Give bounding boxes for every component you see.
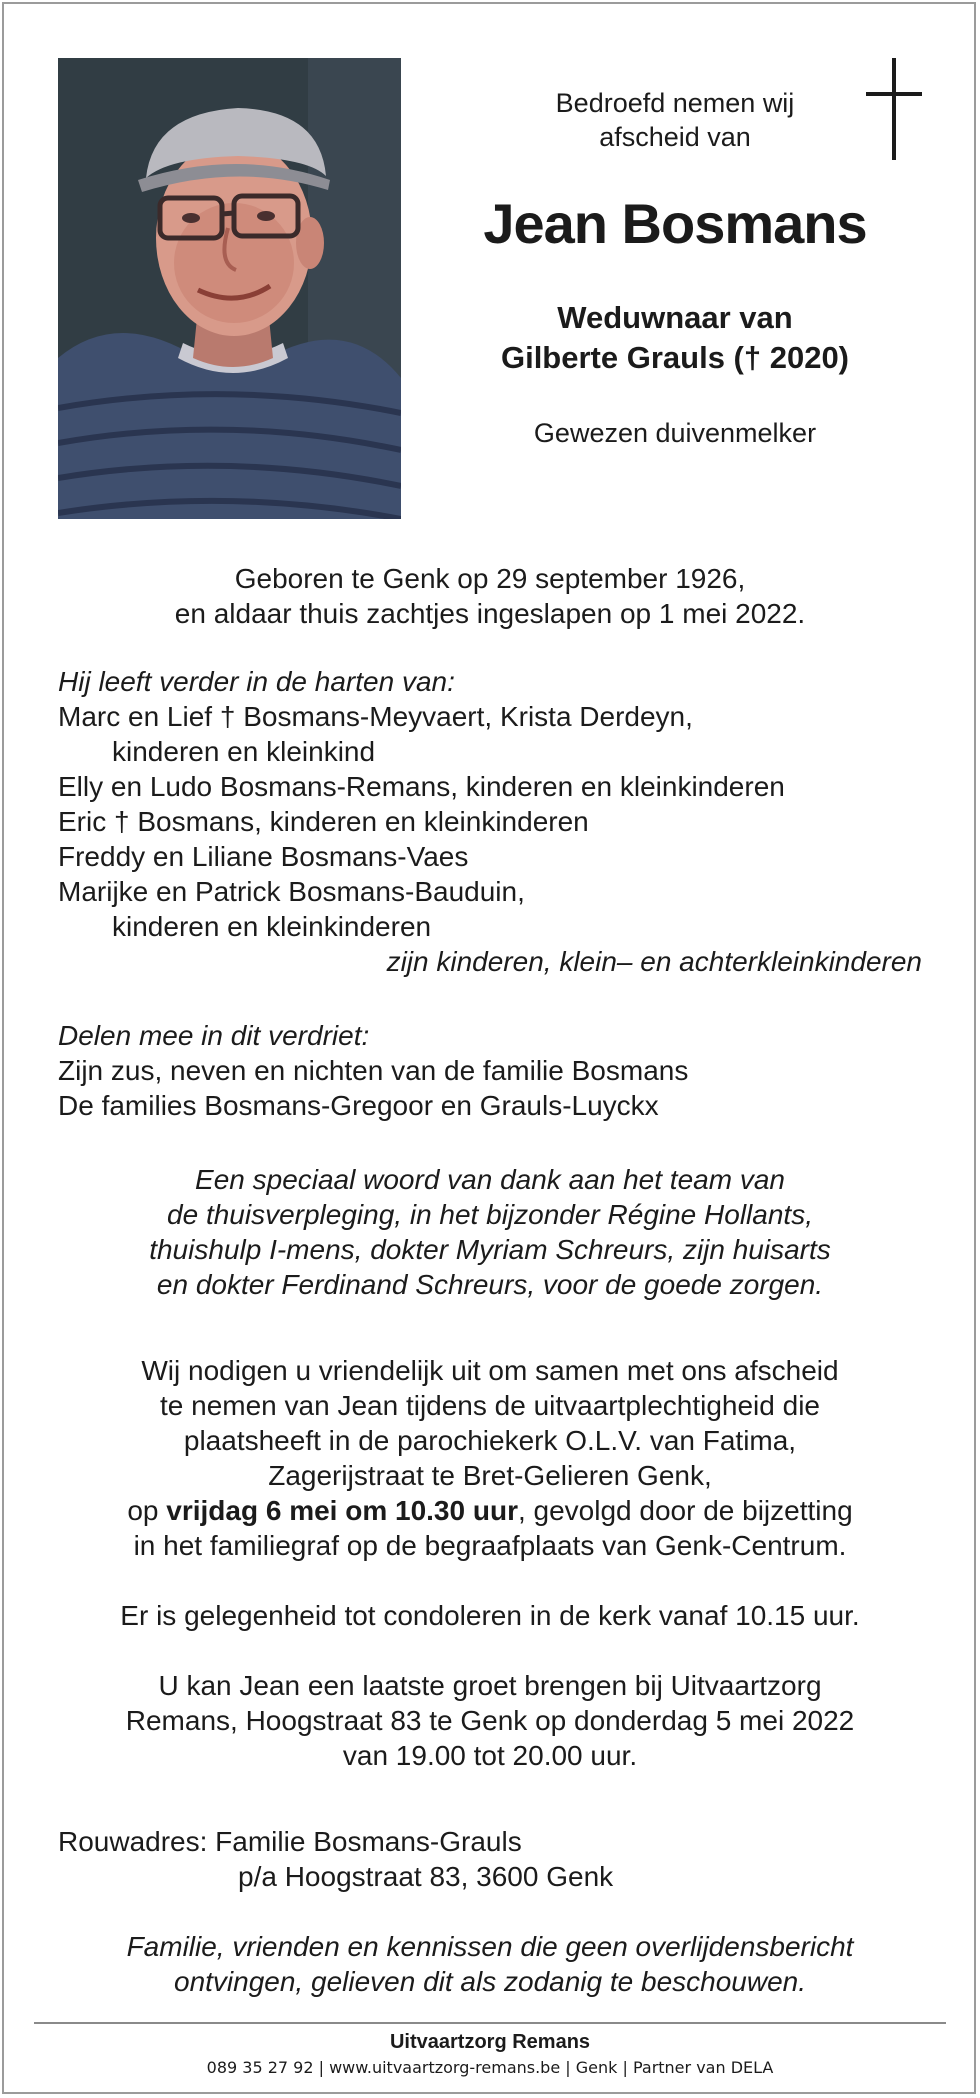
visit-line: Remans, Hoogstraat 83 te Genk op donderdag 5 mei 2022	[125, 1705, 855, 1736]
mourning-address	[58, 1824, 922, 1894]
widow-text	[440, 298, 910, 378]
share-section	[58, 1018, 922, 1123]
born-line-1: Geboren te Genk op 29 september 1926,	[234, 563, 746, 594]
footer-info: 089 35 27 92 | www.uitvaartzorg-remans.be | Genk | Partner van DELA	[206, 2058, 774, 2077]
family-line: kinderen en kleinkind	[112, 736, 376, 767]
thanks-line: Een speciaal woord van dank aan het team van	[195, 1164, 785, 1195]
invite-line: Wij nodigen u vriendelijk uit om samen met ons afscheid	[141, 1355, 839, 1386]
invite-line: Zagerijstraat te Bret-Gelieren Genk,	[268, 1460, 712, 1491]
intro-text	[440, 86, 910, 154]
visit-section	[58, 1668, 922, 1773]
family-line: Elly en Ludo Bosmans-Remans, kinderen en kleinkinderen	[58, 771, 785, 802]
invite-date-prefix: op	[127, 1495, 167, 1526]
invite-date: vrijdag 6 mei om 10.30 uur	[166, 1495, 518, 1526]
address-line-2: p/a Hoogstraat 83, 3600 Genk	[238, 1861, 614, 1892]
intro-line-1: Bedroefd nemen wij	[555, 88, 795, 118]
invite-section	[58, 1353, 922, 1563]
condolence-text: Er is gelegenheid tot condoleren in de kerk vanaf 10.15 uur.	[120, 1600, 860, 1631]
invite-date-suffix: , gevolgd door de bijzetting	[517, 1495, 853, 1526]
born-line-2: en aldaar thuis zachtjes ingeslapen op 1 mei 2022.	[174, 598, 806, 629]
widow-line-2: Gilberte Grauls († 2020)	[500, 340, 850, 375]
family-line: Marc en Lief † Bosmans-Meyvaert, Krista Derdeyn,	[58, 701, 693, 732]
family-line: Marijke en Patrick Bosmans-Bauduin,	[58, 876, 525, 907]
family-heading: Hij leeft verder in de harten van:	[58, 666, 455, 697]
closing-note	[58, 1929, 922, 1999]
family-line: Eric † Bosmans, kinderen en kleinkinderen	[58, 806, 589, 837]
note-line-1: Familie, vrienden en kennissen die geen overlijdensbericht	[126, 1931, 854, 1962]
family-line: kinderen en kleinkinderen	[112, 911, 432, 942]
share-line: De families Bosmans-Gregoor en Grauls-Luyckx	[58, 1090, 659, 1121]
invite-line: plaatsheeft in de parochiekerk O.L.V. van Fatima,	[183, 1425, 797, 1456]
visit-line: U kan Jean een laatste groet brengen bij Uitvaartzorg	[158, 1670, 822, 1701]
thanks-line: de thuisverpleging, in het bijzonder Régine Hollants,	[167, 1199, 813, 1230]
thanks-line: thuishulp I-mens, dokter Myriam Schreurs, zijn huisarts	[149, 1234, 831, 1265]
footer-divider	[34, 2022, 946, 2024]
birth-death-text	[58, 561, 922, 631]
widow-line-1: Weduwnaar van	[557, 300, 793, 335]
portrait-photo	[58, 58, 401, 519]
invite-date-line	[58, 1493, 922, 1528]
visit-line: van 19.00 tot 20.00 uur.	[342, 1740, 638, 1771]
family-line: Freddy en Liliane Bosmans-Vaes	[58, 841, 469, 872]
note-line-2: ontvingen, gelieven dit als zodanig te beschouwen.	[174, 1966, 806, 1997]
thanks-section	[58, 1162, 922, 1302]
share-heading: Delen mee in dit verdriet:	[58, 1020, 370, 1051]
invite-line: te nemen van Jean tijdens de uitvaartplechtigheid die	[160, 1390, 820, 1421]
address-line-1: Rouwadres: Familie Bosmans-Grauls	[58, 1826, 522, 1857]
family-closing: zijn kinderen, klein– en achterkleinkinderen	[386, 946, 922, 977]
intro-line-2: afscheid van	[599, 122, 751, 152]
share-line: Zijn zus, neven en nichten van de familie Bosmans	[58, 1055, 689, 1086]
occupation: Gewezen duivenmelker	[533, 418, 817, 448]
thanks-line: en dokter Ferdinand Schreurs, voor de goede zorgen.	[156, 1269, 824, 1300]
family-section	[58, 664, 922, 979]
deceased-name: Jean Bosmans	[483, 192, 867, 255]
invite-line: in het familiegraf op de begraafplaats van Genk-Centrum.	[133, 1530, 847, 1561]
footer-title: Uitvaartzorg Remans	[389, 2031, 591, 2053]
